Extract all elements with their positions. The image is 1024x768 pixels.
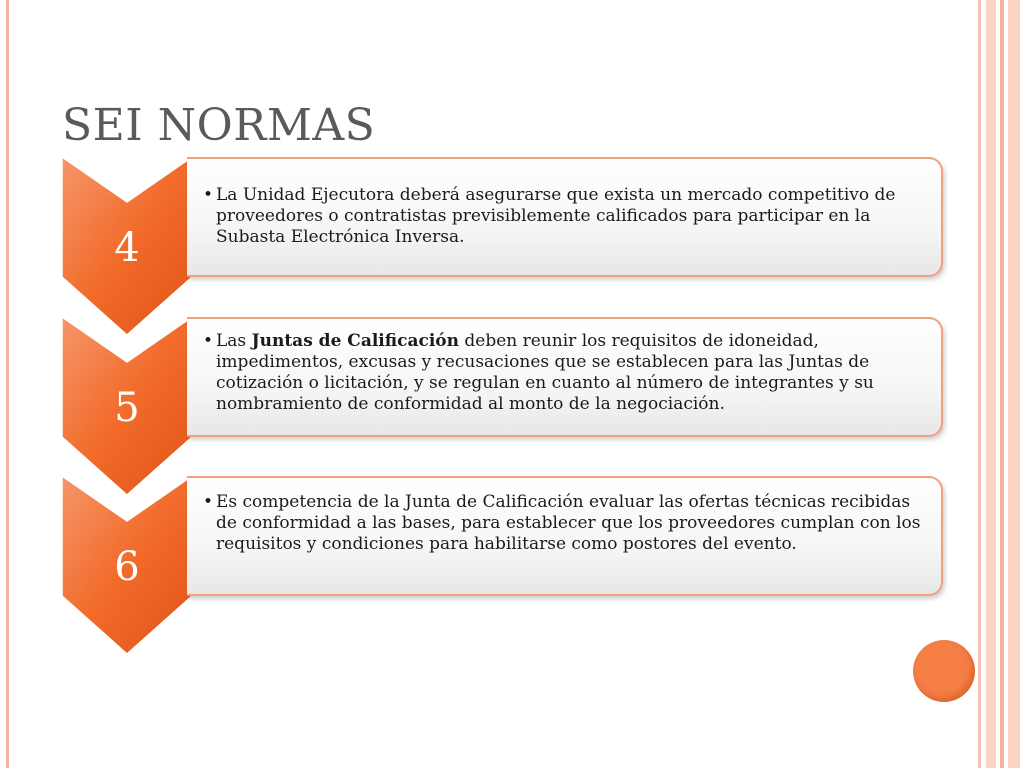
step-number-4: 4 <box>114 225 140 271</box>
step-description-5 <box>203 331 928 415</box>
step-6 <box>62 476 947 656</box>
decorative-circle <box>913 640 975 702</box>
step-chevron-5 <box>62 317 192 497</box>
step-description-6: Es competencia de la Junta de Calificación evaluar las ofertas técnicas recibidas de conformidad a las bases, para establecer que los proveedores cumplan con los requisitos y condiciones para habilitarse como postores del evento. <box>216 492 921 554</box>
step-text-6 <box>203 492 928 555</box>
step-text-post-5: deben reunir los requisitos de idoneidad, impedimentos, excusas y recusaciones que se establecen para las Juntas de cotización o licitación, y se regulan en cuanto al número de integrantes y su nombramiento de conformidad al monto de la negociación. <box>216 331 874 414</box>
slide-title: SEI NORMAS <box>62 100 376 151</box>
bullet-icon: • <box>203 492 214 512</box>
step-4 <box>62 157 947 337</box>
step-box-4 <box>187 157 943 277</box>
left-border-line <box>6 0 9 768</box>
step-chevron-4 <box>62 157 192 337</box>
right-border-decoration <box>978 0 1024 768</box>
bullet-icon: • <box>203 331 214 351</box>
step-number-5: 5 <box>114 385 140 431</box>
bullet-icon: • <box>203 185 214 205</box>
step-box-6 <box>187 476 943 596</box>
step-box-5 <box>187 317 943 437</box>
step-text-bold-5: Juntas de Calificación <box>251 331 459 351</box>
step-number-6: 6 <box>114 544 140 590</box>
step-5 <box>62 317 947 497</box>
step-text-pre-5: Las <box>216 331 252 351</box>
step-text-5 <box>203 331 928 415</box>
step-description-4: La Unidad Ejecutora deberá asegurarse que exista un mercado competitivo de proveedores o contratistas previsiblemente calificados para participar en la Subasta Electrónica Inversa. <box>216 185 896 247</box>
step-chevron-6 <box>62 476 192 656</box>
step-text-4 <box>203 185 928 248</box>
